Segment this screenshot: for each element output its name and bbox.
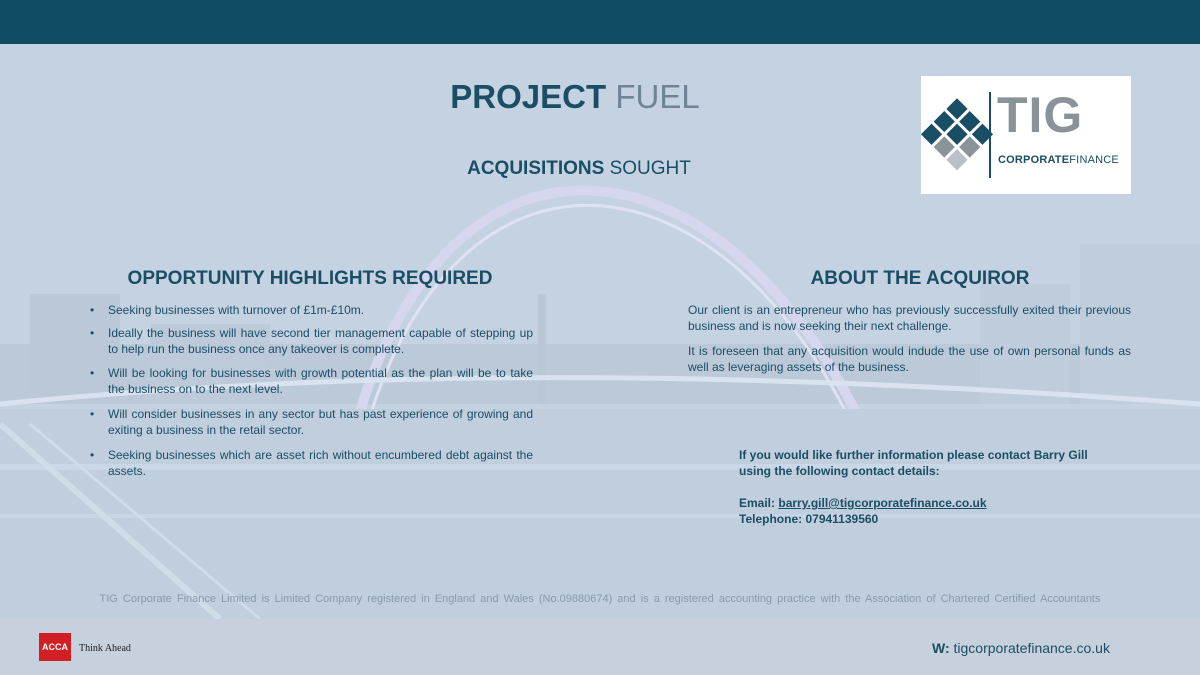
footer xyxy=(0,619,1200,675)
highlight-item: • Will be looking for businesses with growth potential as the plan will be to take the business on to the next level. xyxy=(88,365,533,397)
contact-phone-line xyxy=(739,511,1089,527)
website-link[interactable]: tigcorporatefinance.co.uk xyxy=(953,640,1110,656)
legal-notice: TIG Corporate Finance Limited is Limited Company registered in England and Wales (No.09880674) and is a registered accounting practice with the Association of Chartered Certified Accountants xyxy=(99,593,1101,605)
highlights-heading: OPPORTUNITY HIGHLIGHTS REQUIRED xyxy=(127,268,493,289)
logo-tig-text: TIG xyxy=(997,87,1084,143)
highlight-item: • Will consider businesses in any sector but has past experience of growing and exiting a business in the retail sector. xyxy=(88,406,533,438)
title-bold: PROJECT xyxy=(450,78,607,115)
email-link[interactable]: barry.gill@tigcorporatefinance.co.uk xyxy=(778,496,987,510)
tig-logo xyxy=(921,76,1131,194)
logo-sub-light: FINANCE xyxy=(1069,154,1119,166)
about-paragraph: Our client is an entrepreneur who has previously successfully exited their previous business and is now seeking their next challenge. xyxy=(688,303,1131,333)
highlight-item: • Seeking businesses which are asset rich without encumbered debt against the assets. xyxy=(88,447,533,479)
contact-email-line xyxy=(739,495,1089,511)
website xyxy=(932,640,1110,656)
highlight-item: • Ideally the business will have second tier management capable of stepping up to help run the business once any takeover is complete. xyxy=(88,325,533,357)
about-heading: ABOUT THE ACQUIROR xyxy=(810,268,1030,289)
phone-number: 07941139560 xyxy=(805,512,879,526)
subtitle-bold: ACQUISITIONS xyxy=(467,158,605,179)
about-paragraph: It is foreseen that any acquisition would indude the use of own personal funds as well as leveraging assets of the business. xyxy=(688,344,1131,374)
email-label: Email: xyxy=(739,496,776,510)
subtitle-light: SOUGHT xyxy=(609,158,691,179)
highlight-item: • Seeking businesses with turnover of £1m-£10m. xyxy=(88,302,533,318)
title-light: FUEL xyxy=(615,78,700,115)
contact-block xyxy=(739,447,1089,527)
logo-subtitle xyxy=(998,154,1119,166)
phone-label: Telephone: xyxy=(739,512,803,526)
acca-logo: ACCA xyxy=(39,633,71,661)
top-bar xyxy=(0,0,1200,44)
contact-intro: If you would like further information please contact Barry Gill using the following contact details: xyxy=(739,448,1088,478)
web-label: W: xyxy=(932,640,950,656)
logo-sub-bold: CORPORATE xyxy=(998,154,1070,166)
acca-tagline: Think Ahead xyxy=(79,643,131,654)
